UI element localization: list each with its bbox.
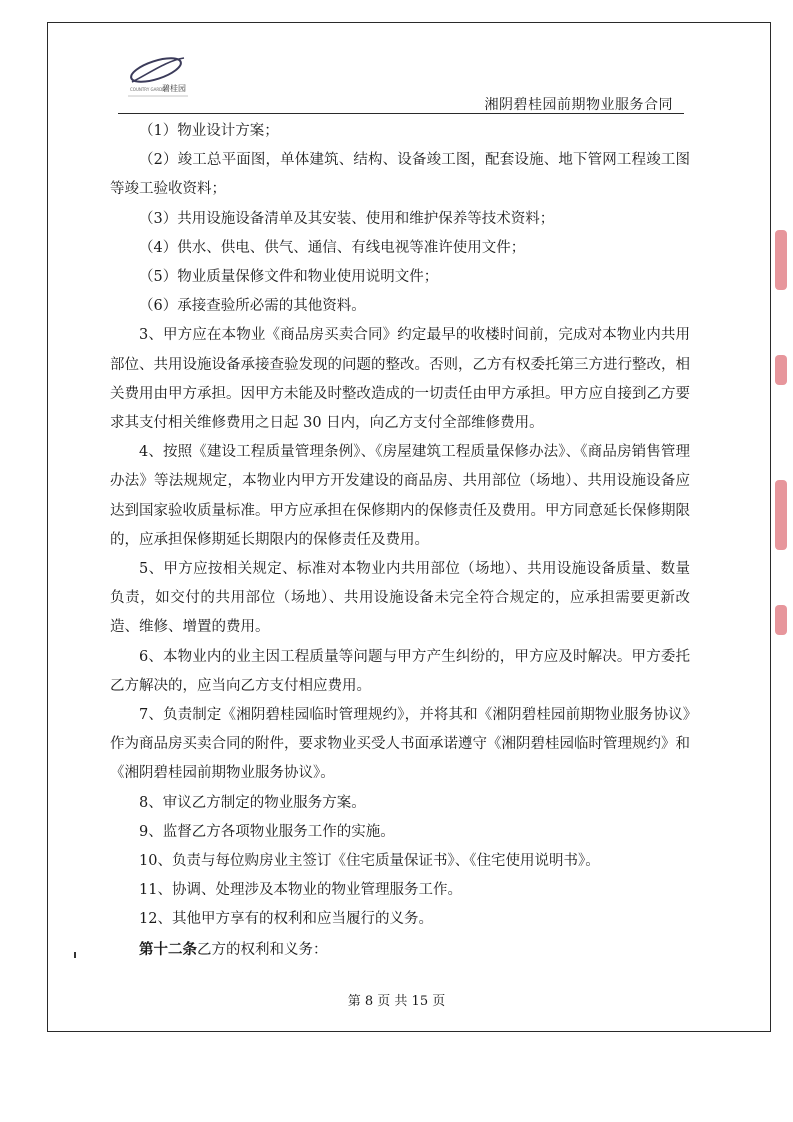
paragraph: 8、审议乙方制定的物业服务方案。	[139, 794, 366, 811]
paragraph: （6）承接查验所必需的其他资料。	[139, 298, 366, 315]
paragraph: 9、监督乙方各项物业服务工作的实施。	[139, 823, 395, 840]
paragraph: 3、甲方应在本物业《商品房买卖合同》约定最早的收楼时间前，完成对本物业内共用部位、共用设施设备承接查验发现的问题的整改。否则，乙方有权委托第三方进行整改，相关费用由甲方承担。因甲方未能及时整改造成的一切责任由甲方承担。甲方应自接到乙方要求其支付相关维修费用之日起 30 日内，向乙方支付全部维修费用。	[110, 327, 690, 432]
seal-edge-mark	[775, 355, 787, 385]
paragraph: 7、负责制定《湘阴碧桂园临时管理规约》，并将其和《湘阴碧桂园前期物业服务协议》作为商品房买卖合同的附件，要求物业买受人书面承诺遵守《湘阴碧桂园临时管理规约》和《湘阴碧桂园前期物业服务协议》。	[110, 707, 690, 782]
paragraph: 12、其他甲方享有的权利和应当履行的义务。	[139, 911, 433, 928]
paragraph: （2）竣工总平面图，单体建筑、结构、设备竣工图，配套设施、地下管网工程竣工图等竣工验收资料；	[110, 152, 690, 198]
company-logo	[118, 54, 198, 100]
article-label: 第十二条	[139, 940, 197, 958]
svg-text:COUNTRY GARDEN: COUNTRY GARDEN	[130, 87, 168, 92]
paragraph: 5、甲方应按相关规定、标准对本物业内共用部位（场地）、共用设施设备质量、数量负责，如交付的共用部位（场地）、共用设施设备未完全符合规定的，应承担需要更新改造、维修、增置的费用。	[110, 561, 690, 636]
seal-edge-mark	[775, 230, 787, 290]
paragraph: （5）物业质量保修文件和物业使用说明文件；	[139, 269, 439, 286]
seal-edge-mark	[775, 480, 787, 550]
paragraph: 6、本物业内的业主因工程质量等问题与甲方产生纠纷的，甲方应及时解决。甲方委托乙方解决的，应当向乙方支付相应费用。	[110, 648, 690, 694]
ink-speck	[74, 952, 76, 958]
header-divider	[118, 113, 684, 114]
article-heading	[110, 935, 690, 965]
paragraph: （4）供水、供电、供气、通信、有线电视等准许使用文件；	[139, 239, 526, 256]
document-title: 湘阴碧桂园前期物业服务合同	[484, 97, 673, 113]
contract-body	[110, 117, 690, 965]
paragraph: （1）物业设计方案；	[139, 123, 279, 139]
paragraph: （3）共用设施设备清单及其安装、使用和维护保养等技术资料；	[139, 210, 555, 227]
svg-text:碧桂园: 碧桂园	[162, 84, 186, 93]
page-number: 第 8 页 共 15 页	[347, 994, 446, 1009]
seal-edge-mark	[775, 605, 787, 635]
paragraph: 10、负责与每位购房业主签订《住宅质量保证书》、《住宅使用说明书》。	[139, 853, 600, 870]
paragraph: 4、按照《建设工程质量管理条例》、《房屋建筑工程质量保修办法》、《商品房销售管理办法》等法规规定，本物业内甲方开发建设的商品房、共用部位（场地）、共用设施设备应达到国家验收质量标准。甲方应承担在保修期内的保修责任及费用。甲方同意延长保修期限的，应承担保修期延长期限内的保修责任及费用。	[110, 444, 690, 548]
paragraph: 11、协调、处理涉及本物业的物业管理服务工作。	[139, 882, 462, 899]
article-text: 乙方的权利和义务：	[197, 941, 328, 958]
